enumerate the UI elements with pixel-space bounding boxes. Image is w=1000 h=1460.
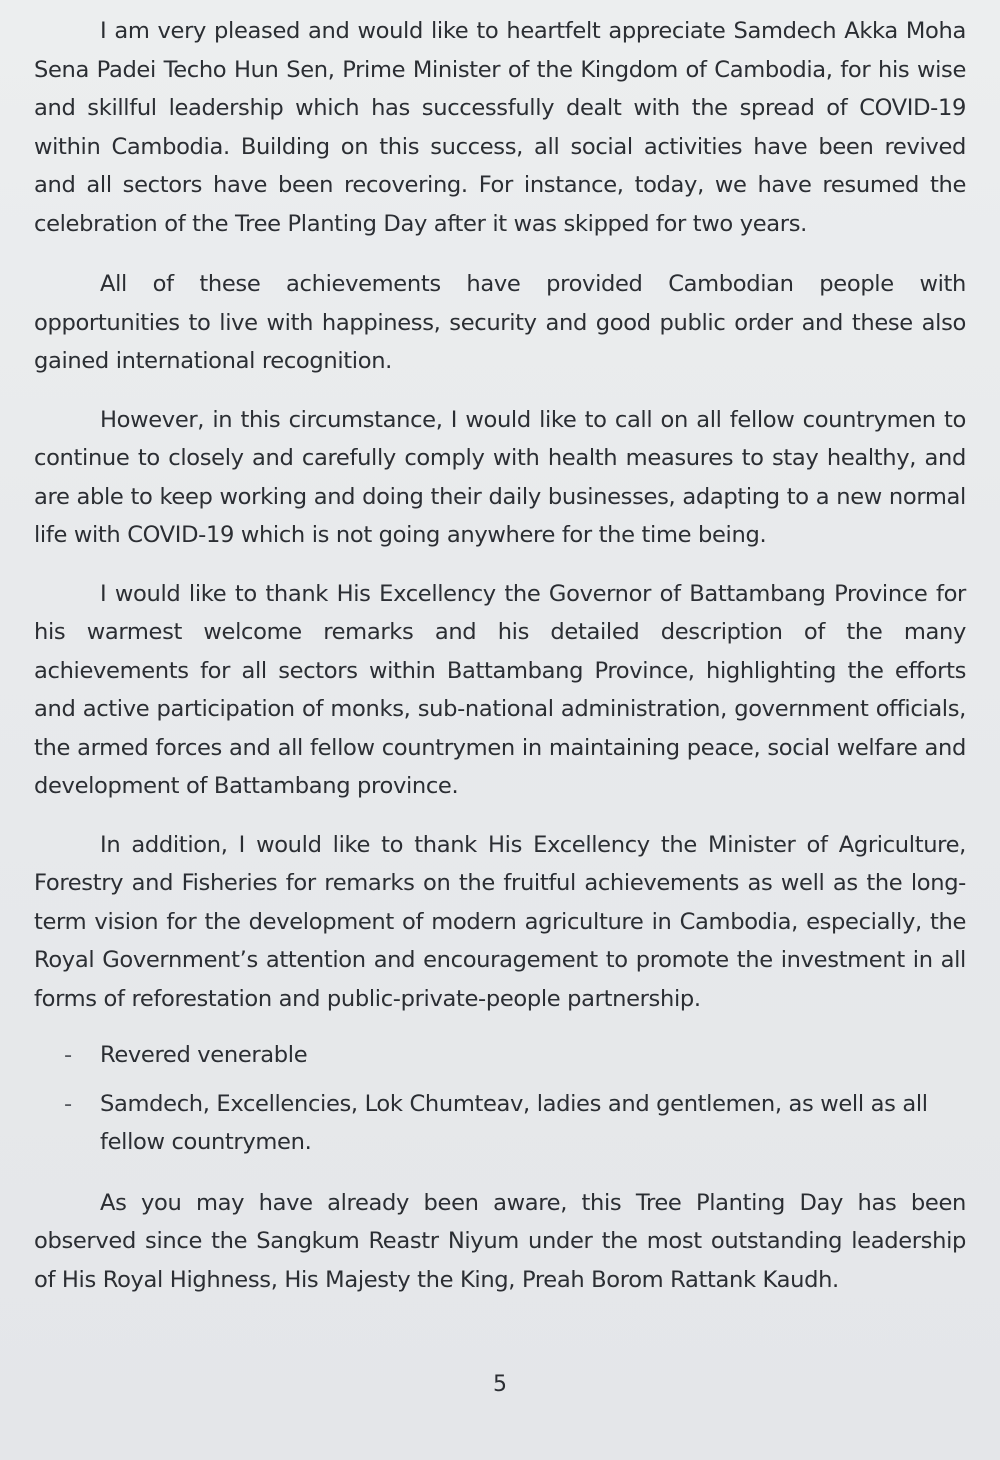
bullet-dash: - [64, 1090, 72, 1117]
paragraph-tree-planting-history: As you may have already been aware, this Tree Planting Day has been observed since the Sangkum Reastr Niyum under the most outstanding leadership of His Royal Highness, His Majesty the King, Preah Borom Rattank Kaudh. [34, 1189, 966, 1293]
paragraph-appreciation: I am very pleased and would like to heartfelt appreciate Samdech Akka Moha Sena Padei Techo Hun Sen, Prime Minister of the Kingdom of Cambodia, for his wise and skillful leadership which has successfully dealt with the spread of COVID-19 within Cambodia. Building on this success, all social activities have been revived and all sectors have been recovering. For instance, today, we have resumed the celebration of the Tree Planting Day after it was skipped for two years. [34, 18, 966, 237]
paragraph-health-measures: However, in this circumstance, I would like to call on all fellow countrymen to continue to closely and carefully comply with health measures to stay healthy, and are able to keep working and doing their daily businesses, adapting to a new normal life with COVID-19 which is not going anywhere for the time being. [34, 406, 966, 548]
paragraph-thanks-minister: In addition, I would like to thank His Excellency the Minister of Agriculture, Forestry and Fisheries for remarks on the fruitful achievements as well as the long-term vision for the development of modern agriculture in Cambodia, especially, the Royal Government’s attention and encouragement to promote the investment in all forms of reforestation and public-private-people partnership. [34, 831, 966, 1012]
list-item [64, 1036, 966, 1075]
salutation-list [34, 1036, 966, 1162]
list-item [64, 1085, 966, 1162]
paragraph-thanks-governor: I would like to thank His Excellency the Governor of Battambang Province for his warmest welcome remarks and his detailed description of the many achievements for all sectors within Battambang Province, highlighting the efforts and active participation of monks, sub-national administration, government officials, the armed forces and all fellow countrymen in maintaining peace, social welfare and development of Battambang province. [34, 580, 966, 799]
paragraph-achievements: All of these achievements have provided Cambodian people with opportunities to live with happiness, security and good public order and these also gained international recognition. [34, 271, 966, 374]
bullet-dash: - [64, 1042, 72, 1068]
list-item-text: Samdech, Excellencies, Lok Chumteav, ladies and gentlemen, as well as all fellow countrymen. [100, 1090, 928, 1155]
list-item-text: Revered venerable [100, 1042, 308, 1068]
page-number: 5 [493, 1372, 507, 1397]
